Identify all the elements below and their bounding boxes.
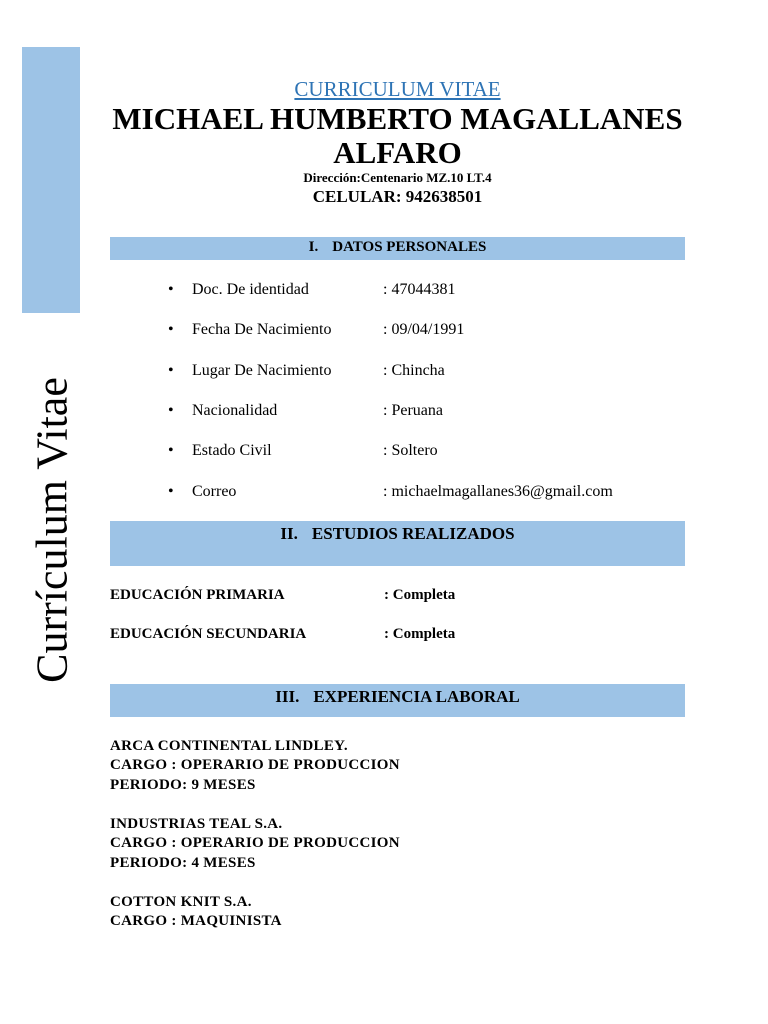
job-role: CARGO : MAQUINISTA [110, 913, 282, 929]
section-number: I. [308, 239, 319, 255]
field-label: Lugar De Nacimiento [192, 362, 332, 379]
bullet-icon: • [168, 281, 174, 298]
candidate-name [110, 102, 685, 170]
section-header-education [110, 521, 685, 566]
job-role: CARGO : OPERARIO DE PRODUCCION [110, 757, 400, 773]
section-number: II. [280, 524, 298, 543]
name-line-1: MICHAEL HUMBERTO MAGALLANES [112, 101, 683, 136]
field-value: : Peruana [383, 402, 443, 419]
job-role: CARGO : OPERARIO DE PRODUCCION [110, 835, 400, 851]
field-label: Doc. De identidad [192, 281, 309, 298]
education-value: : Completa [384, 587, 456, 603]
section-header-personal [110, 237, 685, 260]
section-title: ESTUDIOS REALIZADOS [311, 524, 515, 543]
bullet-icon: • [168, 362, 174, 379]
phone: CELULAR: 942638501 [312, 187, 483, 206]
field-value: : Soltero [383, 442, 438, 459]
job-company: INDUSTRIAS TEAL S.A. [110, 816, 283, 832]
education-label: EDUCACIÓN SECUNDARIA [110, 626, 307, 642]
field-value: : 09/04/1991 [383, 321, 465, 338]
job-period: PERIODO: 9 MESES [110, 777, 256, 793]
field-label: Fecha De Nacimiento [192, 321, 332, 338]
vertical-title: Currículum Vitae [27, 377, 77, 683]
field-label: Correo [192, 483, 237, 500]
job-company: COTTON KNIT S.A. [110, 894, 252, 910]
field-label: Estado Civil [192, 442, 272, 459]
section-title: EXPERIENCIA LABORAL [313, 687, 520, 706]
job-company: ARCA CONTINENTAL LINDLEY. [110, 738, 348, 754]
job-period: PERIODO: 4 MESES [110, 855, 256, 871]
cv-heading-link[interactable]: CURRICULUM VITAE [294, 77, 501, 101]
field-value: : Chincha [383, 362, 445, 379]
section-header-experience [110, 684, 685, 717]
education-label: EDUCACIÓN PRIMARIA [110, 587, 285, 603]
address: Dirección:Centenario MZ.10 LT.4 [303, 170, 492, 185]
bullet-icon: • [168, 321, 174, 338]
section-title: DATOS PERSONALES [332, 239, 487, 255]
email-value[interactable]: : michaelmagallanes36@gmail.com [383, 483, 613, 500]
education-value: : Completa [384, 626, 456, 642]
bullet-icon: • [168, 442, 174, 459]
field-label: Nacionalidad [192, 402, 278, 419]
name-line-2: ALFARO [333, 135, 462, 170]
field-value: : 47044381 [383, 281, 456, 298]
bullet-icon: • [168, 483, 174, 500]
bullet-icon: • [168, 402, 174, 419]
section-number: III. [275, 687, 300, 706]
sidebar-accent-bar [22, 47, 80, 313]
